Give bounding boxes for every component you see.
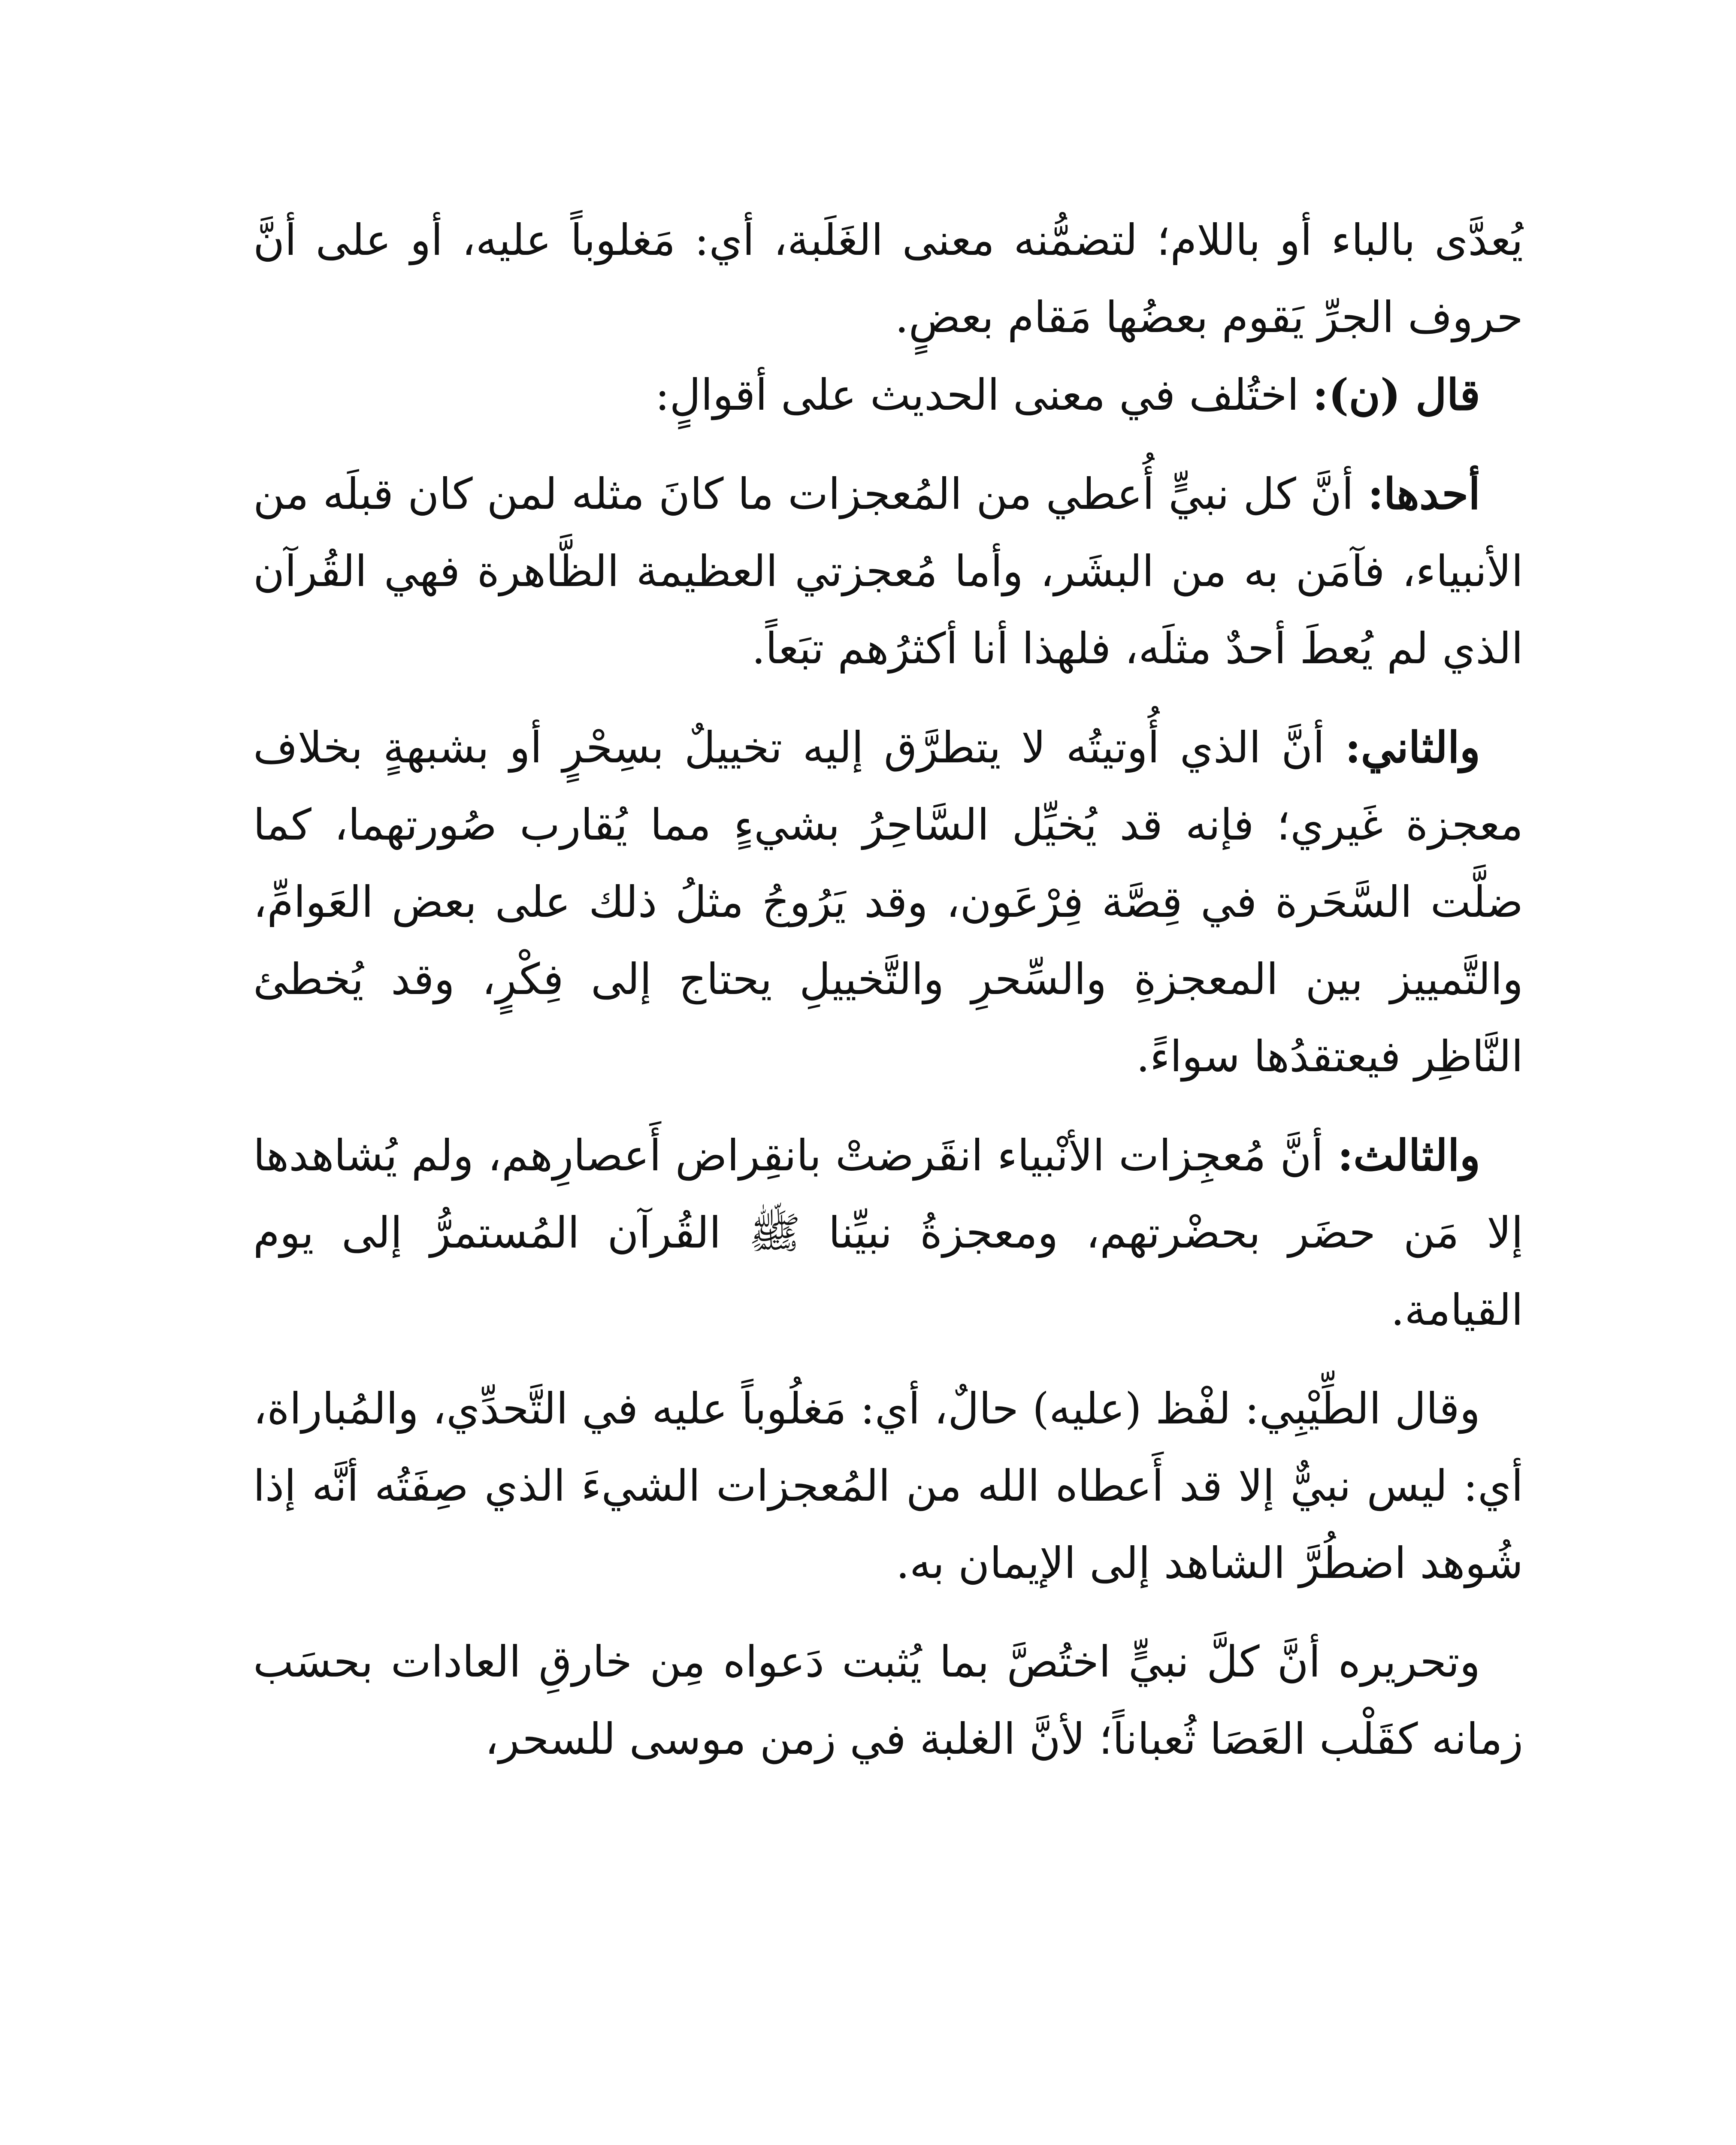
paragraph-5-label: والثالث: [1337,1130,1480,1181]
paragraph-3-text: أنَّ كل نبيٍّ أُعطي من المُعجزات ما كانَ مثله لمن كان قبلَه من الأنبياء، فآمَن به من البشَر، وأما مُعجزتي العظيمة الظَّاهرة فهي القُرآن الذي لم يُعطَ أحدٌ مثلَه، فلهذا أنا أكثرُهم تبَعاً. [253,469,1523,674]
paragraph-2-label: قال (ن): [1313,369,1480,420]
paragraph-4-text: أنَّ الذي أُوتيتُه لا يتطرَّق إليه تخييلٌ بسِحْرٍ أو بشبهةٍ بخلاف معجزة غَيري؛ فإنه قد يُخيِّل السَّاحِرُ بشيءٍ مما يُقارب صُورتهما، كما ضلَّت السَّحَرة في قِصَّة فِرْعَون، وقد يَرُوجُ مثلُ ذلك على بعض العَوامِّ، والتَّمييز بين المعجزةِ والسِّحرِ والتَّخييلِ يحتاج إلى فِكْرٍ، وقد يُخطئ النَّاظِر فيعتقدُها سواءً. [253,722,1523,1082]
paragraph-1 [253,202,1523,356]
paragraph-7 [253,1623,1523,1778]
paragraph-3 [253,455,1523,687]
paragraph-6-text: وقال الطِّيْبِي: لفْظ (عليه) حالٌ، أي: مَغلُوباً عليه في التَّحدِّي، والمُباراة، أي: ليس نبيٌّ إلا قد أَعطاه الله من المُعجزات الشيءَ الذي صِفَتُه أنَّه إذا شُوهد اضطُرَّ الشاهد إلى الإيمان به. [253,1384,1523,1588]
paragraph-1-text: يُعدَّى بالباء أو باللام؛ لتضمُّنه معنى الغَلَبة، أي: مَغلوباً عليه، أو على أنَّ حروف الجرِّ يَقوم بعضُها مَقام بعضٍ. [253,215,1523,342]
paragraph-4 [253,709,1523,1095]
paragraph-7-text: وتحريره أنَّ كلَّ نبيٍّ اختُصَّ بما يُثبت دَعواه مِن خارقِ العادات بحسَب زمانه كقَلْب العَصَا ثُعباناً؛ لأنَّ الغلبة في زمن موسى للسحر، [253,1637,1523,1764]
paragraph-5 [253,1117,1523,1349]
body-text [253,202,1523,1778]
paragraph-3-label: أحدها: [1367,468,1480,519]
paragraph-5-text: أنَّ مُعجِزات الأنْبياء انقَرضتْ بانقِراض أَعصارِهم، ولم يُشاهدها إلا مَن حضَر بحضْرتهم، ومعجزةُ نبيِّنا ﷺ القُرآن المُستمرُّ إلى يوم القيامة. [253,1130,1523,1335]
paragraph-2-text: اختُلف في معنى الحديث على أقوالٍ: [655,370,1313,420]
paragraph-2 [253,356,1523,434]
paragraph-4-label: والثاني: [1345,722,1480,773]
paragraph-6 [253,1370,1523,1602]
